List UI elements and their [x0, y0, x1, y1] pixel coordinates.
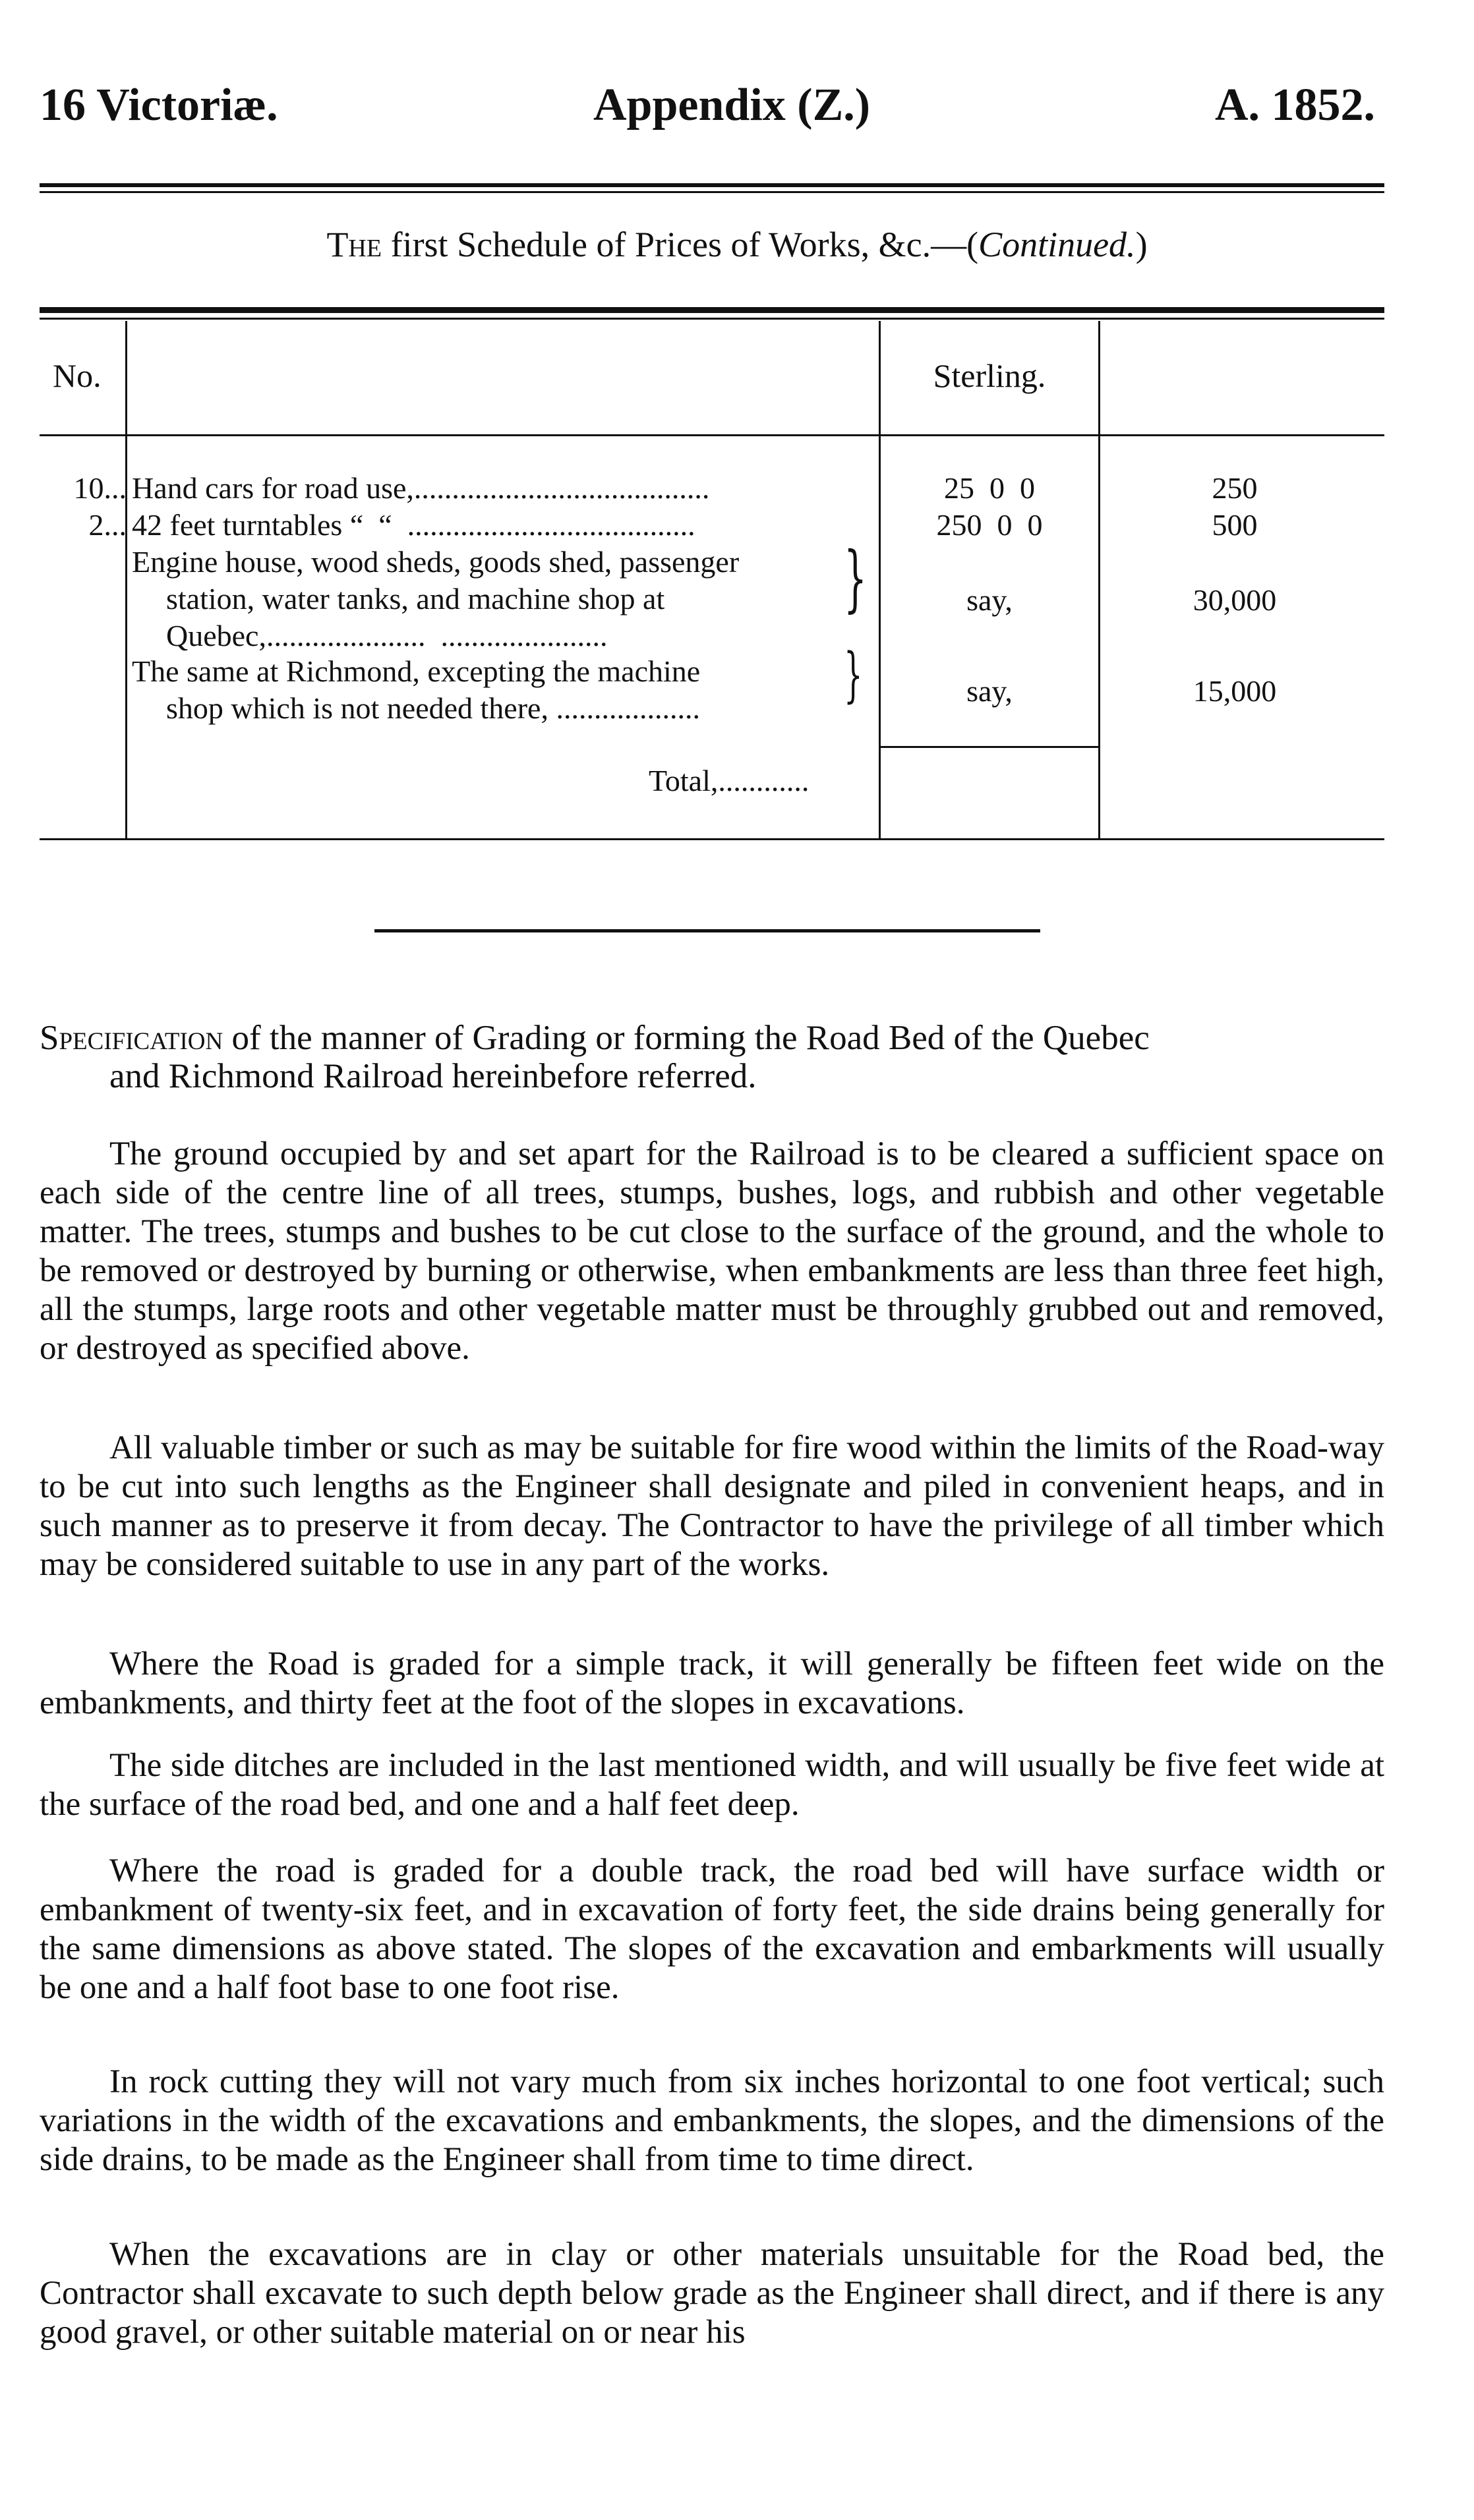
- table-top-rule-thin: [40, 318, 1384, 320]
- row-1-description: Hand cars for road use,.......................................: [132, 471, 710, 505]
- row-4-amount: 15,000: [1193, 674, 1277, 708]
- paragraph-1: The ground occupied by and set apart for the Railroad is to be cleared a sufficient space on each side of the centre line of all trees, stumps, bushes, logs, and rubbish and other vegetable matter. The trees, stumps and bushes to be cut close to the surface of the ground, and the whole to be removed or destroyed by burning or otherwise, when embankments are less than three feet high, all the stumps, large roots and other vegetable matter must be throughly grubbed out and removed, or destroyed as specified above.: [40, 1135, 1384, 1367]
- paragraph-7: When the excavations are in clay or other materials unsuitable for the Road bed, the Contractor shall excavate to such depth below grade as the Engineer shall direct, and if there is any good gravel, or other suitable material on or near his: [40, 2236, 1384, 2351]
- row-1-sterling: 25 0 0: [944, 471, 1035, 505]
- specification-heading: Specification of the manner of Grading or forming the Road Bed of the Quebec and Richmond Railroad hereinbefore referred.: [40, 1019, 1150, 1095]
- row-3-sterling: say,: [966, 583, 1013, 617]
- total-rule: [881, 746, 1098, 748]
- section-divider-rule: [374, 929, 1040, 932]
- table-title: The first Schedule of Prices of Works, &c.—(Continued.): [326, 225, 1148, 264]
- table-top-rule-thick: [40, 307, 1384, 313]
- table-bottom-rule: [40, 838, 1384, 840]
- paragraph-3: Where the Road is graded for a simple track, it will generally be fifteen feet wide on the embankments, and thirty feet at the foot of the slopes in excavations.: [40, 1646, 1384, 1721]
- row-2-description: 42 feet turntables “ “ ......................................: [132, 508, 695, 542]
- paragraph-2: All valuable timber or such as may be suitable for fire wood within the limits of the Road-way to be cut into such lengths as the Engineer shall designate and piled in convenient heaps, and in such manner as to preserve it from decay. The Contractor to have the privilege of all timber which may be considered suitable to use in any part of the works.: [40, 1429, 1384, 1583]
- paragraph-6: In rock cutting they will not vary much from six inches horizontal to one foot vertical; such variations in the width of the excavations and embankments, the slopes, and the dimensions of the side drains, to be made as the Engineer shall from time to time direct.: [40, 2063, 1384, 2178]
- header-appendix: Appendix (Z.): [593, 80, 871, 130]
- column-divider-3: [1098, 321, 1100, 838]
- column-divider-2: [879, 321, 881, 838]
- row-3-amount: 30,000: [1193, 583, 1277, 617]
- row-3-description-line-1: Engine house, wood sheds, goods shed, passenger: [132, 545, 740, 579]
- row-1-quantity: 10...: [73, 471, 127, 505]
- row-4-description-line-1: The same at Richmond, excepting the machine: [132, 654, 701, 688]
- header-double-rule-top: [40, 183, 1384, 187]
- paragraph-4: The side ditches are included in the last mentioned width, and will usually be five feet wide at the surface of the road bed, and one and a half feet deep.: [40, 1747, 1384, 1823]
- row-3-description-line-2: station, water tanks, and machine shop at: [166, 582, 665, 616]
- header-session: 16 Victoriæ.: [40, 80, 278, 130]
- paragraph-5: Where the road is graded for a double track, the road bed will have surface width or embankment of twenty-six feet, and in excavation of forty feet, the side drains being generally for the same dimensions as above stated. The slopes of the excavation and embarkments will usually be one and a half foot base to one foot rise.: [40, 1852, 1384, 2006]
- header-double-rule-bottom: [40, 191, 1384, 193]
- column-divider-1: [125, 321, 127, 838]
- column-header-sterling: Sterling.: [933, 357, 1046, 394]
- row-4-description-line-2: shop which is not needed there, ...................: [166, 691, 700, 725]
- row-1-amount: 250: [1212, 471, 1258, 505]
- row-4-sterling: say,: [966, 674, 1013, 708]
- row-2-quantity: 2...: [88, 508, 127, 542]
- total-label: Total,............: [649, 764, 810, 797]
- row-4-brace: }: [844, 641, 863, 710]
- column-header-no: No.: [53, 357, 102, 394]
- row-2-sterling: 250 0 0: [936, 508, 1043, 542]
- header-year: A. 1852.: [1214, 80, 1375, 130]
- table-header-rule: [40, 434, 1384, 436]
- row-3-brace: }: [844, 536, 867, 620]
- row-2-amount: 500: [1212, 508, 1258, 542]
- row-3-description-line-3: Quebec,..................... ......................: [166, 619, 608, 652]
